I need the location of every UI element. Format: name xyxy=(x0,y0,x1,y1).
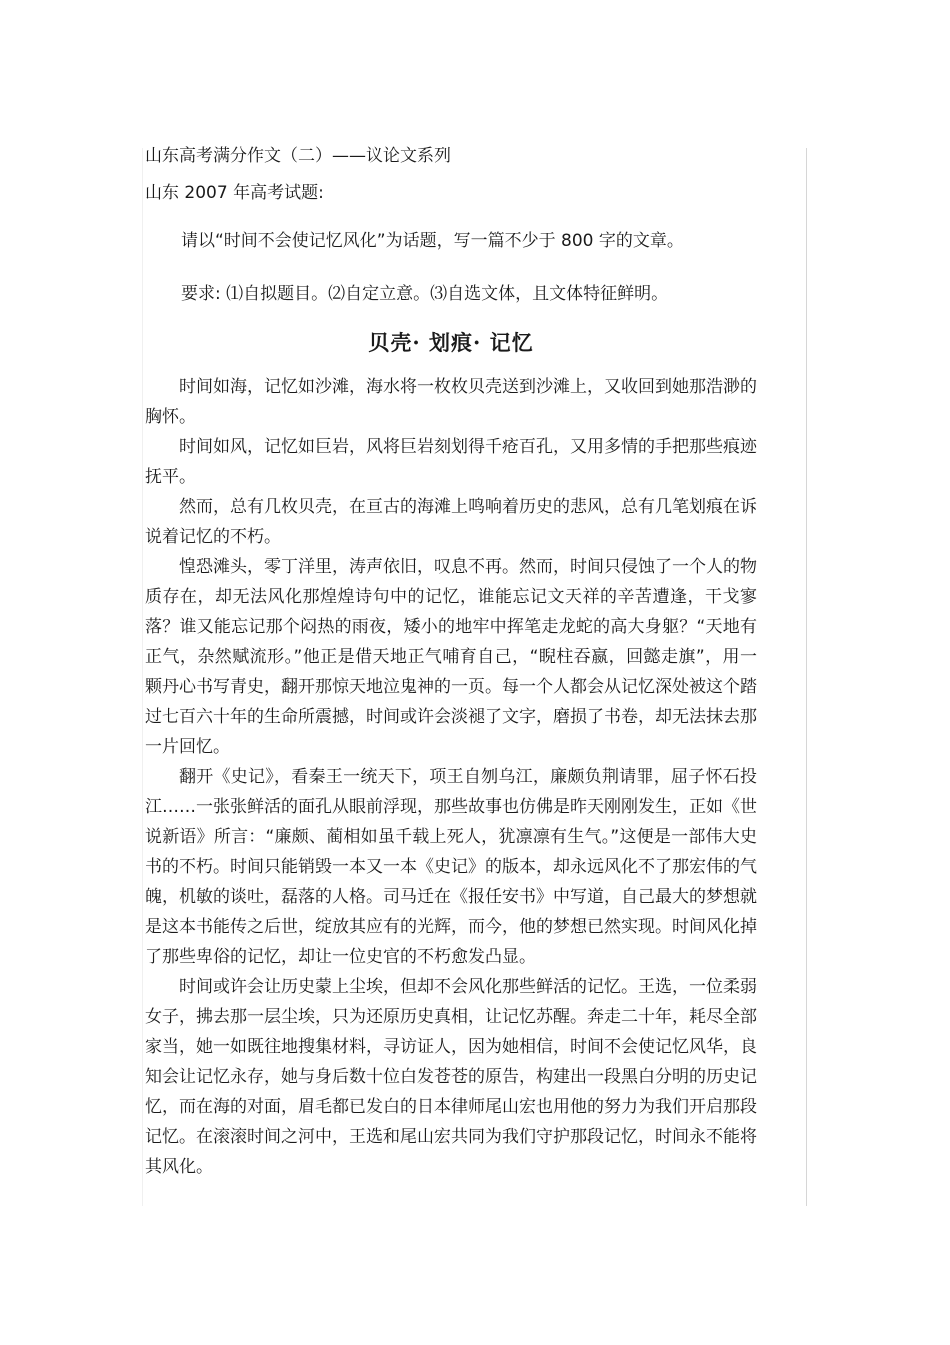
essay-paragraph-6: 时间或许会让历史蒙上尘埃，但却不会风化那些鲜活的记忆。王选，一位柔弱女子，拂去那一层尘埃，只为还原历史真相，让记忆苏醒。奔走二十年，耗尽全部家当，她一如既往地搜集材料，寻访证人，因为她相信，时间不会使记忆风华，良知会让记忆永存，她与身后数十位白发苍苍的原告，构建出一段黑白分明的历史记忆，而在海的对面，眉毛都已发白的日本律师尾山宏也用他的努力为我们开启那段记忆。在滚滚时间之河中，王选和尾山宏共同为我们守护那段记忆，时间永不能将其风化。 xyxy=(145,977,757,1177)
essay-title: 贝壳· 划痕· 记忆 xyxy=(368,330,534,355)
page-right-edge xyxy=(806,148,807,1206)
document-body xyxy=(145,143,757,1182)
essay-paragraph-5: 翻开《史记》，看秦王一统天下，项王自刎乌江，廉颇负荆请罪，屈子怀石投江……一张张鲜活的面孔从眼前浮现，那些故事也仿佛是昨天刚刚发生，正如《世说新语》所言：“廉颇、蔺相如虽千载上死人，犹凛凛有生气。”这便是一部伟大史书的不朽。时间只能销毁一本又一本《史记》的版本，却永远风化不了那宏伟的气魄，机敏的谈吐，磊落的人格。司马迁在《报任安书》中写道，自己最大的梦想就是这本书能传之后世，绽放其应有的光辉，而今，他的梦想已然实现。时间风化掉了那些卑俗的记忆，却让一位史官的不朽愈发凸显。 xyxy=(145,767,757,967)
essay-paragraph-1: 时间如海，记忆如沙滩，海水将一枚枚贝壳送到沙滩上，又收回到她那浩渺的胸怀。 xyxy=(145,377,757,427)
essay-prompt: 请以“时间不会使记忆风化”为话题，写一篇不少于 800 字的文章。 xyxy=(181,231,684,251)
essay-paragraph-3: 然而，总有几枚贝壳，在亘古的海滩上鸣响着历史的悲风，总有几笔划痕在诉说着记忆的不朽。 xyxy=(145,497,757,547)
essay-paragraph-2: 时间如风，记忆如巨岩，风将巨岩刻划得千疮百孔，又用多情的手把那些痕迹抚平。 xyxy=(145,437,757,487)
essay-paragraph-4: 惶恐滩头，零丁洋里，涛声依旧，叹息不再。然而，时间只侵蚀了一个人的物质存在，却无法风化那煌煌诗句中的记忆，谁能忘记文天祥的辛苦遭逢，干戈寥落？谁又能忘记那个闷热的雨夜，矮小的地牢中挥笔走龙蛇的高大身躯？“天地有正气，杂然赋流形。”他正是借天地正气哺育自己，“睨柱吞嬴，回懿走旗”，用一颗丹心书写青史，翻开那惊天地泣鬼神的一页。每一个人都会从记忆深处被这个踏过七百六十年的生命所震撼，时间或许会淡褪了文字，磨损了书卷，却无法抹去那一片回忆。 xyxy=(145,557,757,757)
document-title: 山东高考满分作文（二）——议论文系列 xyxy=(145,146,451,166)
exam-label: 山东 2007 年高考试题: xyxy=(145,183,324,203)
page-left-edge xyxy=(142,148,143,1206)
essay-requirements: 要求: ⑴自拟题目。⑵自定立意。⑶自选文体，且文体特征鲜明。 xyxy=(181,284,669,304)
